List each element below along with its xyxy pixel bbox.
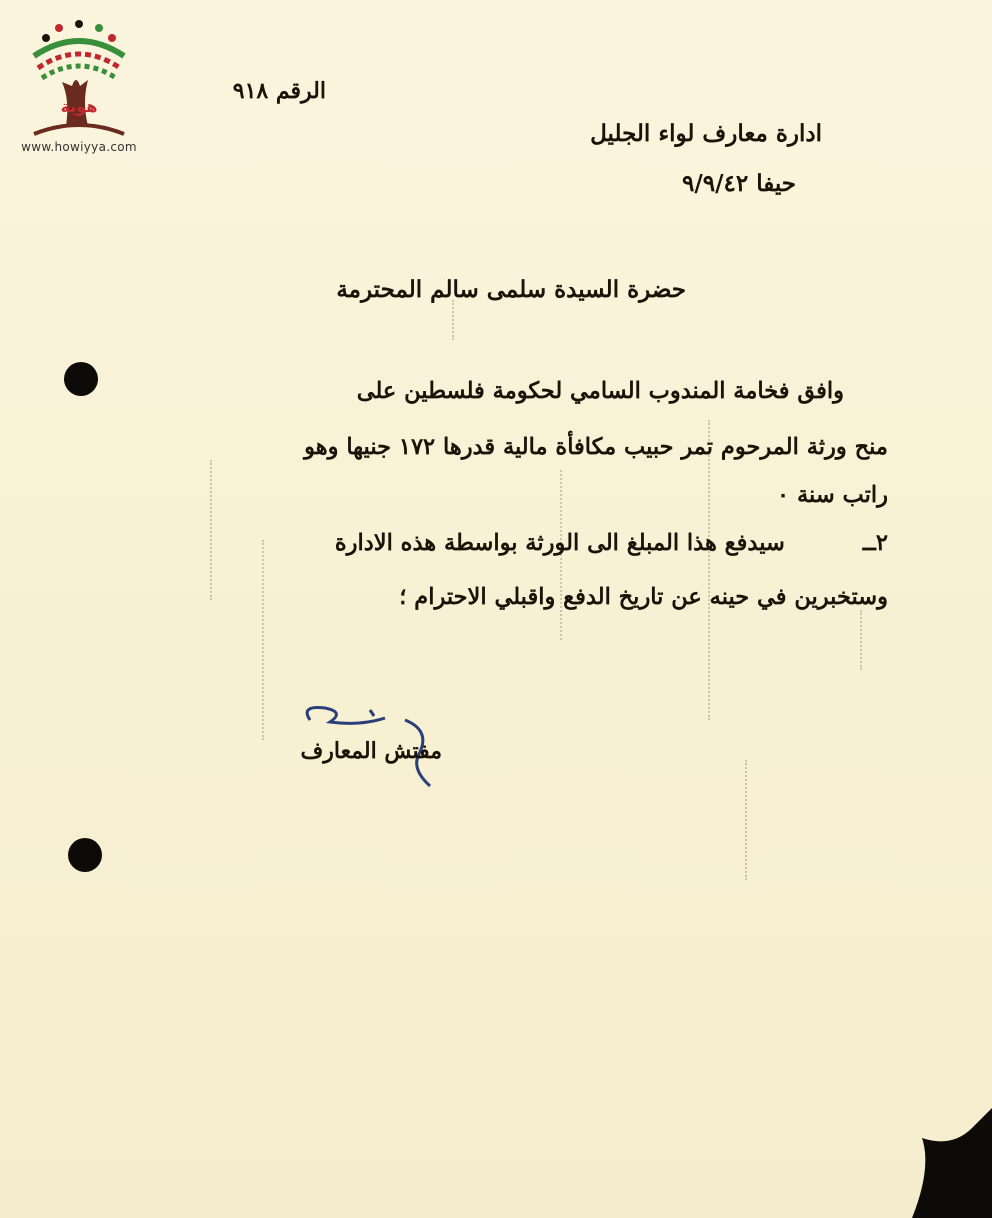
- scan-artifact-dots: [262, 540, 264, 740]
- body-line-5: وستخبرين في حينه عن تاريخ الدفع واقبلي الاحترام ؛: [399, 584, 888, 610]
- body-line-4-text: سيدفع هذا المبلغ الى الورثة بواسطة هذه الادارة: [334, 530, 785, 556]
- scan-artifact-dots: [452, 300, 454, 340]
- logo-text: هوية: [60, 97, 98, 116]
- reference-number: الرقم ٩١٨: [232, 78, 326, 104]
- scan-corner-shadow: [912, 1108, 992, 1218]
- body-line-3: راتب سنة ٠: [777, 482, 888, 508]
- people-icon: [34, 20, 124, 78]
- scan-artifact-dots: [210, 460, 212, 600]
- scan-artifact-dots: [708, 420, 710, 720]
- addressee-line: حضرة السيدة سلمى سالم المحترمة: [336, 276, 686, 303]
- punch-hole-bottom: [68, 838, 102, 872]
- item-number: ٢ــ: [862, 530, 888, 556]
- punch-hole-top: [64, 362, 98, 396]
- body-line-1: وافق فخامة المندوب السامي لحكومة فلسطين على: [356, 378, 844, 404]
- place-and-date: حيفا ٩/٩/٤٢: [681, 170, 796, 197]
- body-line-2: منح ورثة المرحوم تمر حبيب مكافأة مالية قدرها ١٧٢ جنيها وهو: [304, 434, 888, 460]
- howiyya-logo: [14, 16, 144, 156]
- signature-title: مفتش المعارف: [300, 738, 442, 764]
- watermark-url[interactable]: www.howiyya.com: [21, 140, 137, 154]
- scan-artifact-dots: [860, 610, 862, 670]
- body-line-4: [335, 530, 888, 556]
- department-name: ادارة معارف لواء الجليل: [590, 120, 822, 147]
- scan-artifact-dots: [745, 760, 747, 880]
